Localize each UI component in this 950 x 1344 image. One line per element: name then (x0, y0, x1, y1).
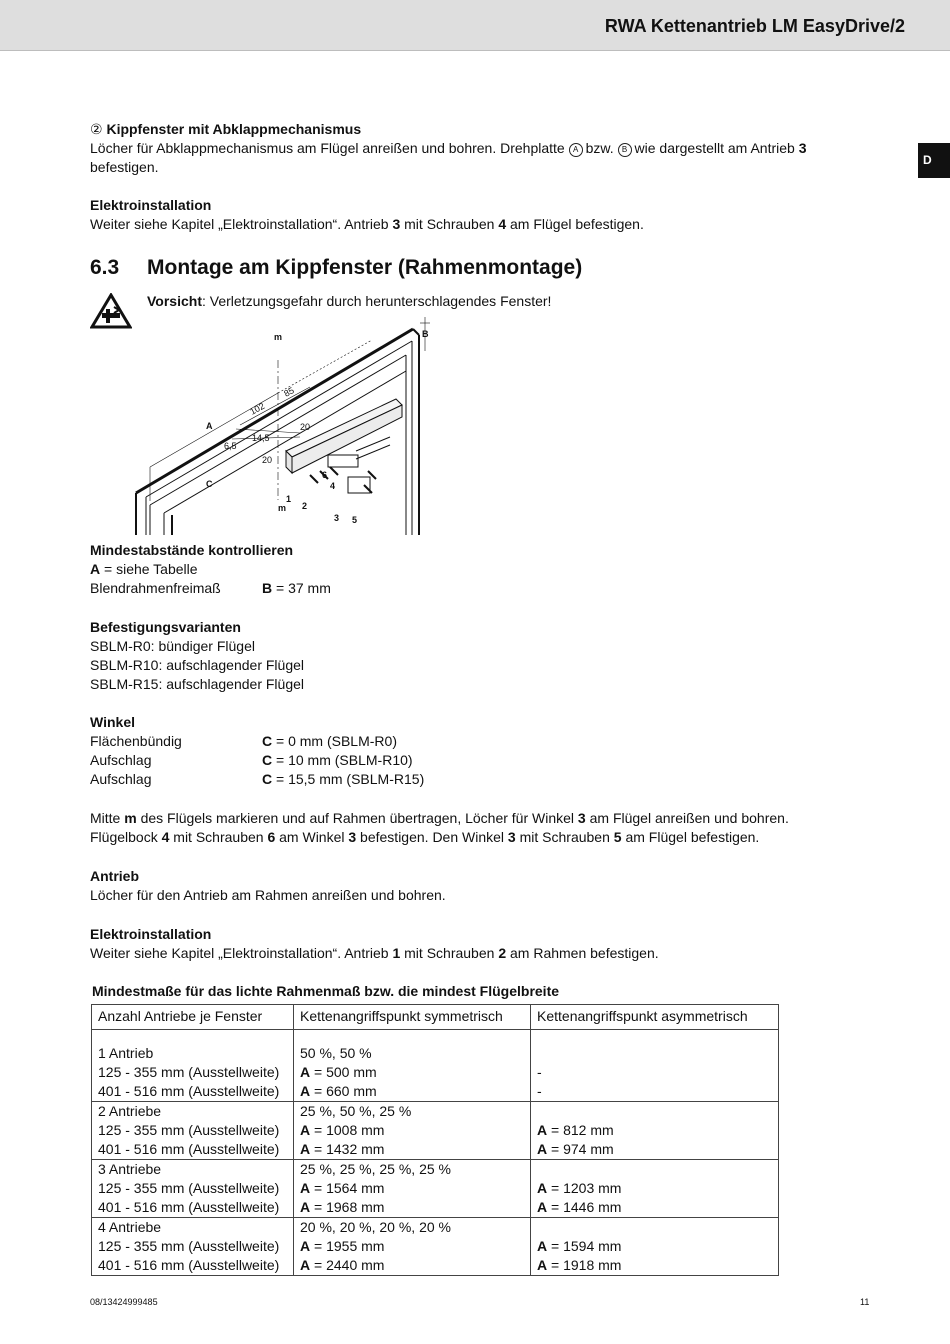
diagram-dim-20a: 20 (300, 422, 311, 432)
table-cell (92, 1030, 294, 1102)
elektro-heading-1: Elektroinstallation (90, 197, 212, 213)
value: 1432 mm (326, 1141, 385, 1157)
winkel-val: = 10 mm (SBLM-R10) (272, 752, 413, 768)
mitte-num: 3 (577, 810, 586, 826)
a-label: A (300, 1122, 311, 1138)
mitte-text: mit Schrauben (169, 829, 268, 845)
diagram-label-m-bottom: m (278, 503, 287, 513)
table-row (92, 1030, 779, 1102)
group-title: 4 Antriebe (98, 1219, 162, 1235)
eq: = (547, 1122, 564, 1138)
sym-title: 25 %, 25 %, 25 %, 25 % (300, 1161, 451, 1177)
asym-value (537, 1198, 772, 1217)
diagram-dim-20b: 20 (262, 455, 273, 465)
asym-value (537, 1237, 772, 1256)
group-title: 3 Antriebe (98, 1161, 162, 1177)
text-part: Weiter siehe Kapitel „Elektroinstallation“. Antrieb (90, 216, 389, 232)
diagram-label-b: B (422, 329, 429, 339)
mitte-num: m (124, 810, 137, 826)
elektro-text-1 (90, 215, 644, 234)
value: 660 mm (326, 1083, 377, 1099)
circle-b-icon: B (618, 143, 632, 157)
intro-text-part: befestigen. (90, 159, 159, 175)
table-header-row (92, 1005, 779, 1030)
diagram-dim-102: 102 (248, 400, 267, 417)
caution-text (147, 293, 551, 309)
asym-value (537, 1121, 772, 1140)
a-label: A (537, 1180, 548, 1196)
a-label: A (537, 1122, 548, 1138)
elektro-heading-2: Elektroinstallation (90, 926, 212, 942)
winkel-value (262, 751, 413, 770)
table-cell (294, 1030, 531, 1102)
table-cell (531, 1218, 779, 1276)
language-tab: D (918, 143, 950, 178)
value: 1968 mm (326, 1199, 385, 1215)
winkel-c: C (262, 733, 273, 749)
asym-value (537, 1256, 772, 1275)
diagram-label-6: 6 (322, 470, 328, 480)
text-num: 1 (392, 945, 401, 961)
text-part: Weiter siehe Kapitel „Elektroinstallation“. Antrieb (90, 945, 389, 961)
befestigung-item: SBLM-R15: aufschlagender Flügel (90, 676, 305, 692)
eq: = (310, 1083, 327, 1099)
intro-text-part: Löcher für Abklappmechanismus am Flügel anreißen und bohren. Drehplatte (90, 140, 565, 156)
sym-title: 20 %, 20 %, 20 %, 20 % (300, 1219, 451, 1235)
mitte-num: 3 (507, 829, 516, 845)
eq: = (310, 1199, 327, 1215)
mitte-text: am Flügel anreißen und bohren. (585, 810, 789, 826)
footer-doc-number: 08/13424999485 (90, 1297, 158, 1307)
befestigung-item: SBLM-R0: bündiger Flügel (90, 638, 255, 654)
mitte-paragraph (90, 809, 850, 847)
value: 1008 mm (326, 1122, 385, 1138)
eq: = (547, 1199, 564, 1215)
intro-text-part: wie dargestellt am Antrieb (634, 140, 795, 156)
value: 1918 mm (563, 1257, 622, 1273)
intro-marker: ② (90, 121, 103, 137)
eq: = (547, 1257, 564, 1273)
winkel-val: = 0 mm (SBLM-R0) (272, 733, 397, 749)
table-header: Kettenangriffspunkt asymmetrisch (531, 1005, 779, 1030)
eq: = (310, 1180, 327, 1196)
diagram-label-4: 4 (330, 481, 336, 491)
mitte-text: am Flügel befestigen. (621, 829, 760, 845)
sym-title: 25 %, 50 %, 25 % (300, 1103, 412, 1119)
winkel-val: = 15,5 mm (SBLM-R15) (272, 771, 425, 787)
text-part: mit Schrauben (404, 216, 495, 232)
table-header: Kettenangriffspunkt symmetrisch (294, 1005, 531, 1030)
row-label: 125 - 355 mm (Ausstellweite) (98, 1122, 280, 1138)
mounting-diagram (120, 315, 440, 537)
mitte-num: 4 (161, 829, 170, 845)
blank (537, 1160, 772, 1179)
eq: = (547, 1141, 564, 1157)
blank (537, 1044, 772, 1063)
table-row (92, 1160, 779, 1218)
asym-value (537, 1140, 772, 1159)
winkel-label: Aufschlag (90, 771, 152, 787)
asym-value: - (537, 1064, 542, 1080)
value: 812 mm (563, 1122, 614, 1138)
table-cell (531, 1030, 779, 1102)
table-cell (294, 1160, 531, 1218)
a-label: A (537, 1238, 548, 1254)
sym-value (300, 1179, 524, 1198)
asym-value: - (537, 1083, 542, 1099)
value: 1564 mm (326, 1180, 385, 1196)
diagram-label-2: 2 (302, 501, 308, 511)
eq: = (310, 1238, 327, 1254)
caution-message: : Verletzungsgefahr durch herunterschlagendes Fenster! (201, 293, 552, 309)
diagram-label-5: 5 (352, 515, 358, 525)
table-cell (294, 1102, 531, 1160)
table-cell (92, 1218, 294, 1276)
mitte-text: befestigen. Den Winkel (356, 829, 508, 845)
value: 1594 mm (563, 1238, 622, 1254)
a-label: A (300, 1141, 311, 1157)
sym-value (300, 1082, 524, 1101)
diagram-label-3: 3 (334, 513, 340, 523)
diagram-label-c: C (206, 479, 213, 489)
footer-page-number: 11 (860, 1297, 870, 1307)
row-label: 401 - 516 mm (Ausstellweite) (98, 1083, 280, 1099)
blend-b-label: B (262, 580, 273, 596)
value: 1955 mm (326, 1238, 385, 1254)
table-cell (92, 1102, 294, 1160)
diagram-label-1: 1 (286, 494, 292, 504)
group-title: 1 Antrieb (98, 1045, 154, 1061)
text-part: am Flügel befestigen. (510, 216, 644, 232)
mitte-text: am Winkel (275, 829, 349, 845)
mindest-heading: Mindestabstände kontrollieren (90, 542, 294, 558)
winkel-label: Aufschlag (90, 752, 152, 768)
winkel-value (262, 732, 397, 751)
a-label: A (537, 1257, 548, 1273)
table-row (92, 1102, 779, 1160)
blend-value (262, 579, 331, 598)
a-label: A (300, 1238, 311, 1254)
row-label: 401 - 516 mm (Ausstellweite) (98, 1257, 280, 1273)
circle-a-icon: A (569, 143, 583, 157)
mitte-num: 5 (613, 829, 622, 845)
sym-value (300, 1063, 524, 1082)
diagram-label-m-top: m (274, 332, 283, 342)
a-label: A (300, 1083, 311, 1099)
table-cell (92, 1160, 294, 1218)
mitte-text: des Flügels markieren und auf Rahmen übertragen, Löcher für Winkel (136, 810, 578, 826)
text-part: am Rahmen befestigen. (510, 945, 659, 961)
table-cell (531, 1102, 779, 1160)
mitte-num: 3 (348, 829, 357, 845)
page-header (0, 0, 950, 51)
dimensions-table (91, 1004, 779, 1276)
diagram-dim-85: 85 (282, 385, 296, 399)
befestigung-heading: Befestigungsvarianten (90, 619, 241, 635)
row-label: 125 - 355 mm (Ausstellweite) (98, 1064, 280, 1080)
diagram-label-a: A (206, 421, 213, 431)
intro-heading (90, 120, 361, 139)
a-label: A (300, 1257, 311, 1273)
diagram-dim-65: 6,5 (224, 441, 237, 451)
mitte-text: Flügelbock (90, 829, 162, 845)
group-title: 2 Antriebe (98, 1103, 162, 1119)
winkel-value (262, 770, 424, 789)
blank (537, 1218, 772, 1237)
text-num: 4 (498, 216, 507, 232)
intro-heading-text: Kippfenster mit Abklappmechanismus (106, 121, 362, 137)
mindest-a-line (90, 560, 198, 579)
table-row (92, 1218, 779, 1276)
asym-value (537, 1179, 772, 1198)
eq: = (310, 1141, 327, 1157)
winkel-heading: Winkel (90, 714, 135, 730)
value: 500 mm (326, 1064, 377, 1080)
befestigung-item: SBLM-R10: aufschlagender Flügel (90, 657, 305, 673)
elektro-text-2 (90, 944, 659, 963)
table-header: Anzahl Antriebe je Fenster (92, 1005, 294, 1030)
mindest-a-text: = siehe Tabelle (100, 561, 198, 577)
winkel-label: Flächenbündig (90, 733, 182, 749)
mitte-num: 6 (267, 829, 276, 845)
row-label: 401 - 516 mm (Ausstellweite) (98, 1199, 280, 1215)
eq: = (310, 1064, 327, 1080)
sym-value (300, 1121, 524, 1140)
section-title-text: Montage am Kippfenster (Rahmenmontage) (147, 256, 583, 279)
header-title: RWA Kettenantrieb LM EasyDrive/2 (604, 16, 905, 36)
sym-title: 50 %, 50 % (300, 1045, 372, 1061)
section-number: 6.3 (90, 256, 120, 279)
sym-value (300, 1198, 524, 1217)
value: 1203 mm (563, 1180, 622, 1196)
table-caption: Mindestmaße für das lichte Rahmenmaß bzw. die mindest Flügelbreite (92, 983, 560, 999)
table-cell (294, 1218, 531, 1276)
value: 2440 mm (326, 1257, 385, 1273)
table-cell (531, 1160, 779, 1218)
eq: = (310, 1122, 327, 1138)
intro-num: 3 (798, 140, 807, 156)
winkel-c: C (262, 752, 273, 768)
sym-value (300, 1256, 524, 1275)
eq: = (310, 1257, 327, 1273)
a-label: A (300, 1199, 311, 1215)
mindest-a-label: A (90, 561, 101, 577)
blend-label: Blendrahmenfreimaß (90, 580, 221, 596)
text-num: 2 (498, 945, 507, 961)
a-label: A (537, 1141, 548, 1157)
intro-text-part: bzw. (585, 140, 614, 156)
text-num: 3 (392, 216, 401, 232)
value: 1446 mm (563, 1199, 622, 1215)
antrieb-heading: Antrieb (90, 868, 139, 884)
section-title (90, 256, 582, 280)
row-label: 125 - 355 mm (Ausstellweite) (98, 1238, 280, 1254)
mitte-text: mit Schrauben (515, 829, 614, 845)
row-label: 401 - 516 mm (Ausstellweite) (98, 1141, 280, 1157)
row-label: 125 - 355 mm (Ausstellweite) (98, 1180, 280, 1196)
sym-value (300, 1140, 524, 1159)
blank (537, 1102, 772, 1121)
eq: = (547, 1238, 564, 1254)
a-label: A (537, 1199, 548, 1215)
winkel-c: C (262, 771, 273, 787)
caution-label: Vorsicht (147, 293, 202, 309)
eq: = (547, 1180, 564, 1196)
text-part: mit Schrauben (404, 945, 495, 961)
mitte-text: Mitte (90, 810, 125, 826)
a-label: A (300, 1180, 311, 1196)
value: 974 mm (563, 1141, 614, 1157)
intro-text (90, 139, 850, 177)
blend-b-text: = 37 mm (272, 580, 331, 596)
antrieb-text: Löcher für den Antrieb am Rahmen anreißen und bohren. (90, 887, 446, 903)
diagram-dim-145: 14,5 (252, 433, 270, 443)
a-label: A (300, 1064, 311, 1080)
sym-value (300, 1237, 524, 1256)
